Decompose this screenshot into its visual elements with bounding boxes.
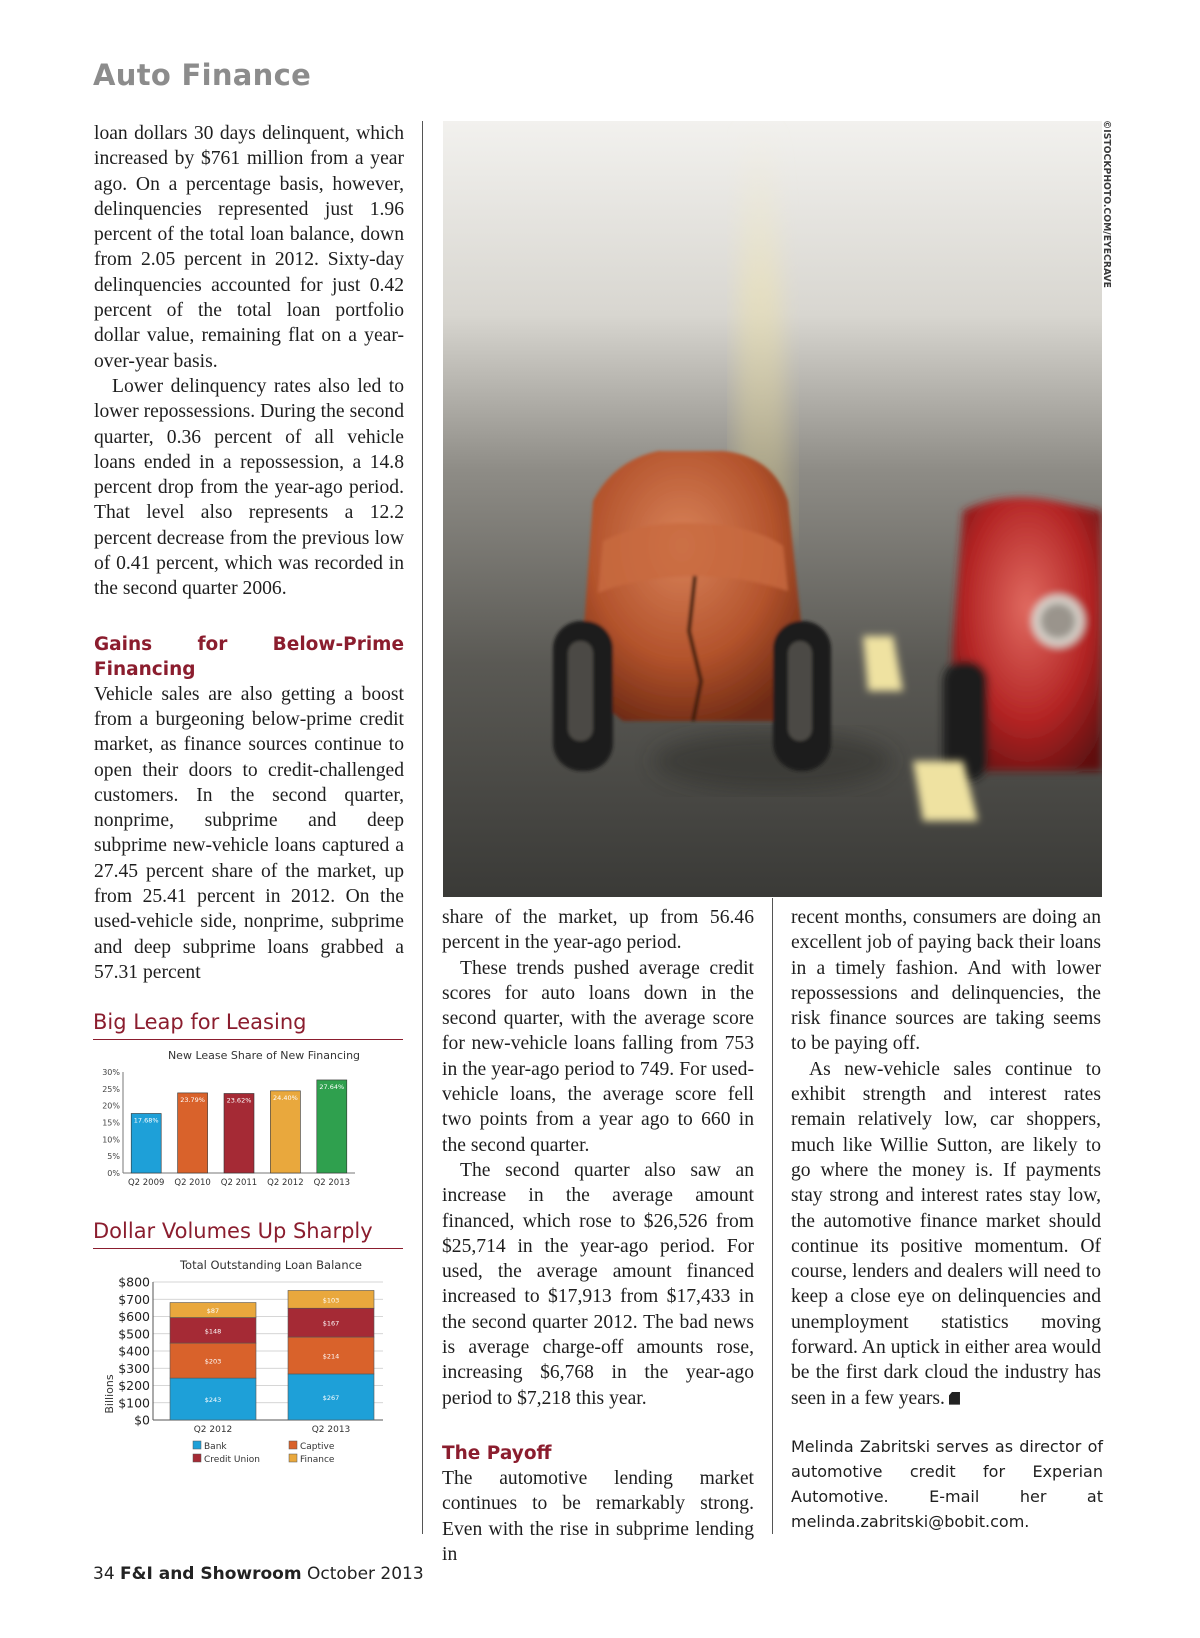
y-tick-label: $500 — [118, 1326, 150, 1342]
segment-data-label: $203 — [204, 1357, 222, 1366]
photo-credit — [1100, 118, 1116, 298]
column-rule — [422, 121, 423, 1534]
y-tick-label: 15% — [102, 1118, 120, 1128]
chart-title: Total Outstanding Loan Balance — [179, 1258, 363, 1272]
bar — [317, 1080, 347, 1173]
legend-swatch — [193, 1441, 201, 1449]
x-tick-label: Q2 2010 — [174, 1178, 211, 1188]
legend-label: Finance — [300, 1455, 335, 1465]
chart-heading-dollar: Dollar Volumes Up Sharply — [93, 1219, 373, 1243]
legend-label: Bank — [204, 1442, 227, 1452]
segment-data-label: $214 — [322, 1352, 340, 1361]
x-tick-label: Q2 2013 — [313, 1178, 351, 1188]
y-tick-label: $600 — [118, 1309, 150, 1324]
y-tick-label: 30% — [102, 1068, 120, 1077]
subhead-gains: Gains for Below-Prime Financing — [94, 633, 404, 680]
segment-data-label: $243 — [204, 1396, 222, 1405]
y-tick-label: $800 — [118, 1274, 150, 1290]
y-tick-label: $300 — [118, 1360, 150, 1376]
segment-data-label: $148 — [204, 1327, 222, 1336]
chart-heading-rule — [93, 1039, 403, 1040]
segment-data-label: $103 — [322, 1296, 340, 1305]
segment-data-label: $167 — [322, 1319, 340, 1328]
paragraph: The second quarter also saw an increase in the average amount financed, which rose to $26,526 from $25,714 in the year-ago period. For used, the average amount financed increased to $17,913 from $17,433 in the second quarter 2012. The bad news is average charge-off amounts rose, increasing $6,768 in the year-ago period to $7,218 this year. — [442, 1159, 754, 1409]
y-axis-label: Billions — [103, 1374, 116, 1414]
subhead-payoff: The Payoff — [442, 1442, 552, 1464]
legend-label: Captive — [300, 1442, 335, 1452]
segment-data-label: $267 — [322, 1393, 340, 1402]
paragraph-text: As new-vehicle sales continue to exhibit strength and interest rates remain relatively low, car shoppers, much like Willie Sutton, are likely to go where the money is. If payments stay strong and interest rates stay low, the automotive finance market should continue its positive momentum. Of course, lenders and dealers will need to keep a close eye on delinquencies and unemployment statistics moving forward. An uptick in either area would be the first dark cloud the industry has seen in a few years. — [791, 1058, 1101, 1409]
article-column-left — [94, 121, 404, 985]
y-tick-label: $700 — [118, 1291, 150, 1307]
photo-credit-text: ©ISTOCKPHOTO.COM/EYECRAVE — [1101, 120, 1112, 298]
y-tick-label: 25% — [102, 1084, 120, 1094]
paragraph: recent months, consumers are doing an excellent job of paying back their loans in a timely fashion. And with lower repossessions and delinquencies, the risk finance sources are taking seems to be paying off. — [791, 907, 1101, 1055]
paragraph: loan dollars 30 days delinquent, which increased by $761 million from a year ago. On a percentage basis, however, delinquencies represented just 1.96 percent of the total loan balance, down from 2.05 percent in 2012. Sixty-day delinquencies accounted for just 0.42 percent of the total loan portfolio dollar value, remaining flat on a year-over-year basis. — [94, 123, 404, 372]
x-tick-label: Q2 2013 — [311, 1425, 351, 1435]
page-footer — [93, 1564, 424, 1584]
article-column-right — [791, 905, 1101, 1411]
legend-swatch — [289, 1441, 297, 1449]
paragraph-with-endmark — [791, 1057, 1101, 1411]
legend-swatch — [193, 1454, 201, 1462]
y-tick-label: 0% — [107, 1169, 120, 1178]
publication-name: F&I and Showroom — [120, 1564, 302, 1584]
y-tick-label: 5% — [107, 1152, 120, 1162]
y-tick-label: $200 — [118, 1378, 150, 1393]
author-bio: Melinda Zabritski serves as director of automotive credit for Experian Automotive. E-mail her at melinda.zabritski@bobit.com. — [791, 1437, 1103, 1531]
bar — [178, 1093, 208, 1173]
y-tick-label: 10% — [102, 1135, 120, 1145]
y-tick-label: $400 — [118, 1343, 150, 1359]
issue-date: October 2013 — [306, 1564, 424, 1584]
paragraph: Vehicle sales are also getting a boost from a burgeoning below-prime credit market, as finance sources continue to open their doors to credit-challenged customers. In the second quarter, nonprime, subprime and deep subprime new-vehicle loans captured a 27.45 percent share of the market, up from 25.41 percent in 2012. On the used-vehicle side, nonprime, subprime and deep subprime loans grabbed a 57.31 percent — [94, 683, 404, 983]
y-tick-label: $100 — [118, 1395, 150, 1411]
section-label: Auto Finance — [93, 58, 312, 92]
x-tick-label: Q2 2012 — [193, 1425, 233, 1435]
paragraph: Lower delinquency rates also led to lower repossessions. During the second quarter, 0.36 percent of all vehicle loans ended in a repossession, a 14.8 percent drop from the year-ago period. That level also represents a 12.2 percent decrease from the previous low of 0.41 percent, which was recorded in the second quarter 2006. — [94, 375, 404, 600]
chart-heading-rule — [93, 1248, 403, 1249]
end-of-article-icon — [949, 1392, 960, 1405]
paragraph: The automotive lending market continues to be remarkably strong. Even with the rise in subprime lending in — [442, 1467, 754, 1565]
chart-title: New Lease Share of New Financing — [167, 1049, 361, 1062]
article-column-middle — [442, 905, 754, 1567]
y-tick-label: $0 — [134, 1412, 150, 1428]
x-tick-label: Q2 2009 — [127, 1178, 165, 1188]
legend-swatch — [289, 1454, 297, 1462]
segment-data-label: $87 — [206, 1307, 220, 1316]
page-number: 34 — [93, 1564, 115, 1584]
bar-data-label: 23.79% — [180, 1095, 205, 1104]
bar — [270, 1091, 300, 1173]
bar-data-label: 27.64% — [319, 1082, 345, 1091]
toy-cars-illustration — [443, 121, 1102, 897]
lease-share-chart — [93, 1043, 405, 1198]
bar-data-label: 23.62% — [226, 1096, 252, 1105]
y-tick-label: 20% — [102, 1101, 120, 1111]
photo-toy-cars — [443, 121, 1102, 897]
column-rule — [772, 898, 773, 1534]
loan-balance-chart — [93, 1252, 405, 1530]
paragraph: These trends pushed average credit scores for auto loans down in the second quarter, with the average score for new-vehicle loans falling from 753 in the year-ago period to 749. For used-vehicle loans, the average score fell two points from a year ago to 660 in the second quarter. — [442, 957, 754, 1156]
x-tick-label: Q2 2011 — [220, 1178, 258, 1188]
chart-heading-leasing: Big Leap for Leasing — [93, 1010, 307, 1034]
bar — [224, 1093, 254, 1173]
bar-data-label: 17.68% — [133, 1116, 159, 1125]
paragraph: share of the market, up from 56.46 percent in the year-ago period. — [442, 907, 754, 954]
bar-data-label: 24.40% — [273, 1093, 298, 1102]
x-tick-label: Q2 2012 — [267, 1178, 304, 1188]
legend-label: Credit Union — [204, 1455, 260, 1465]
